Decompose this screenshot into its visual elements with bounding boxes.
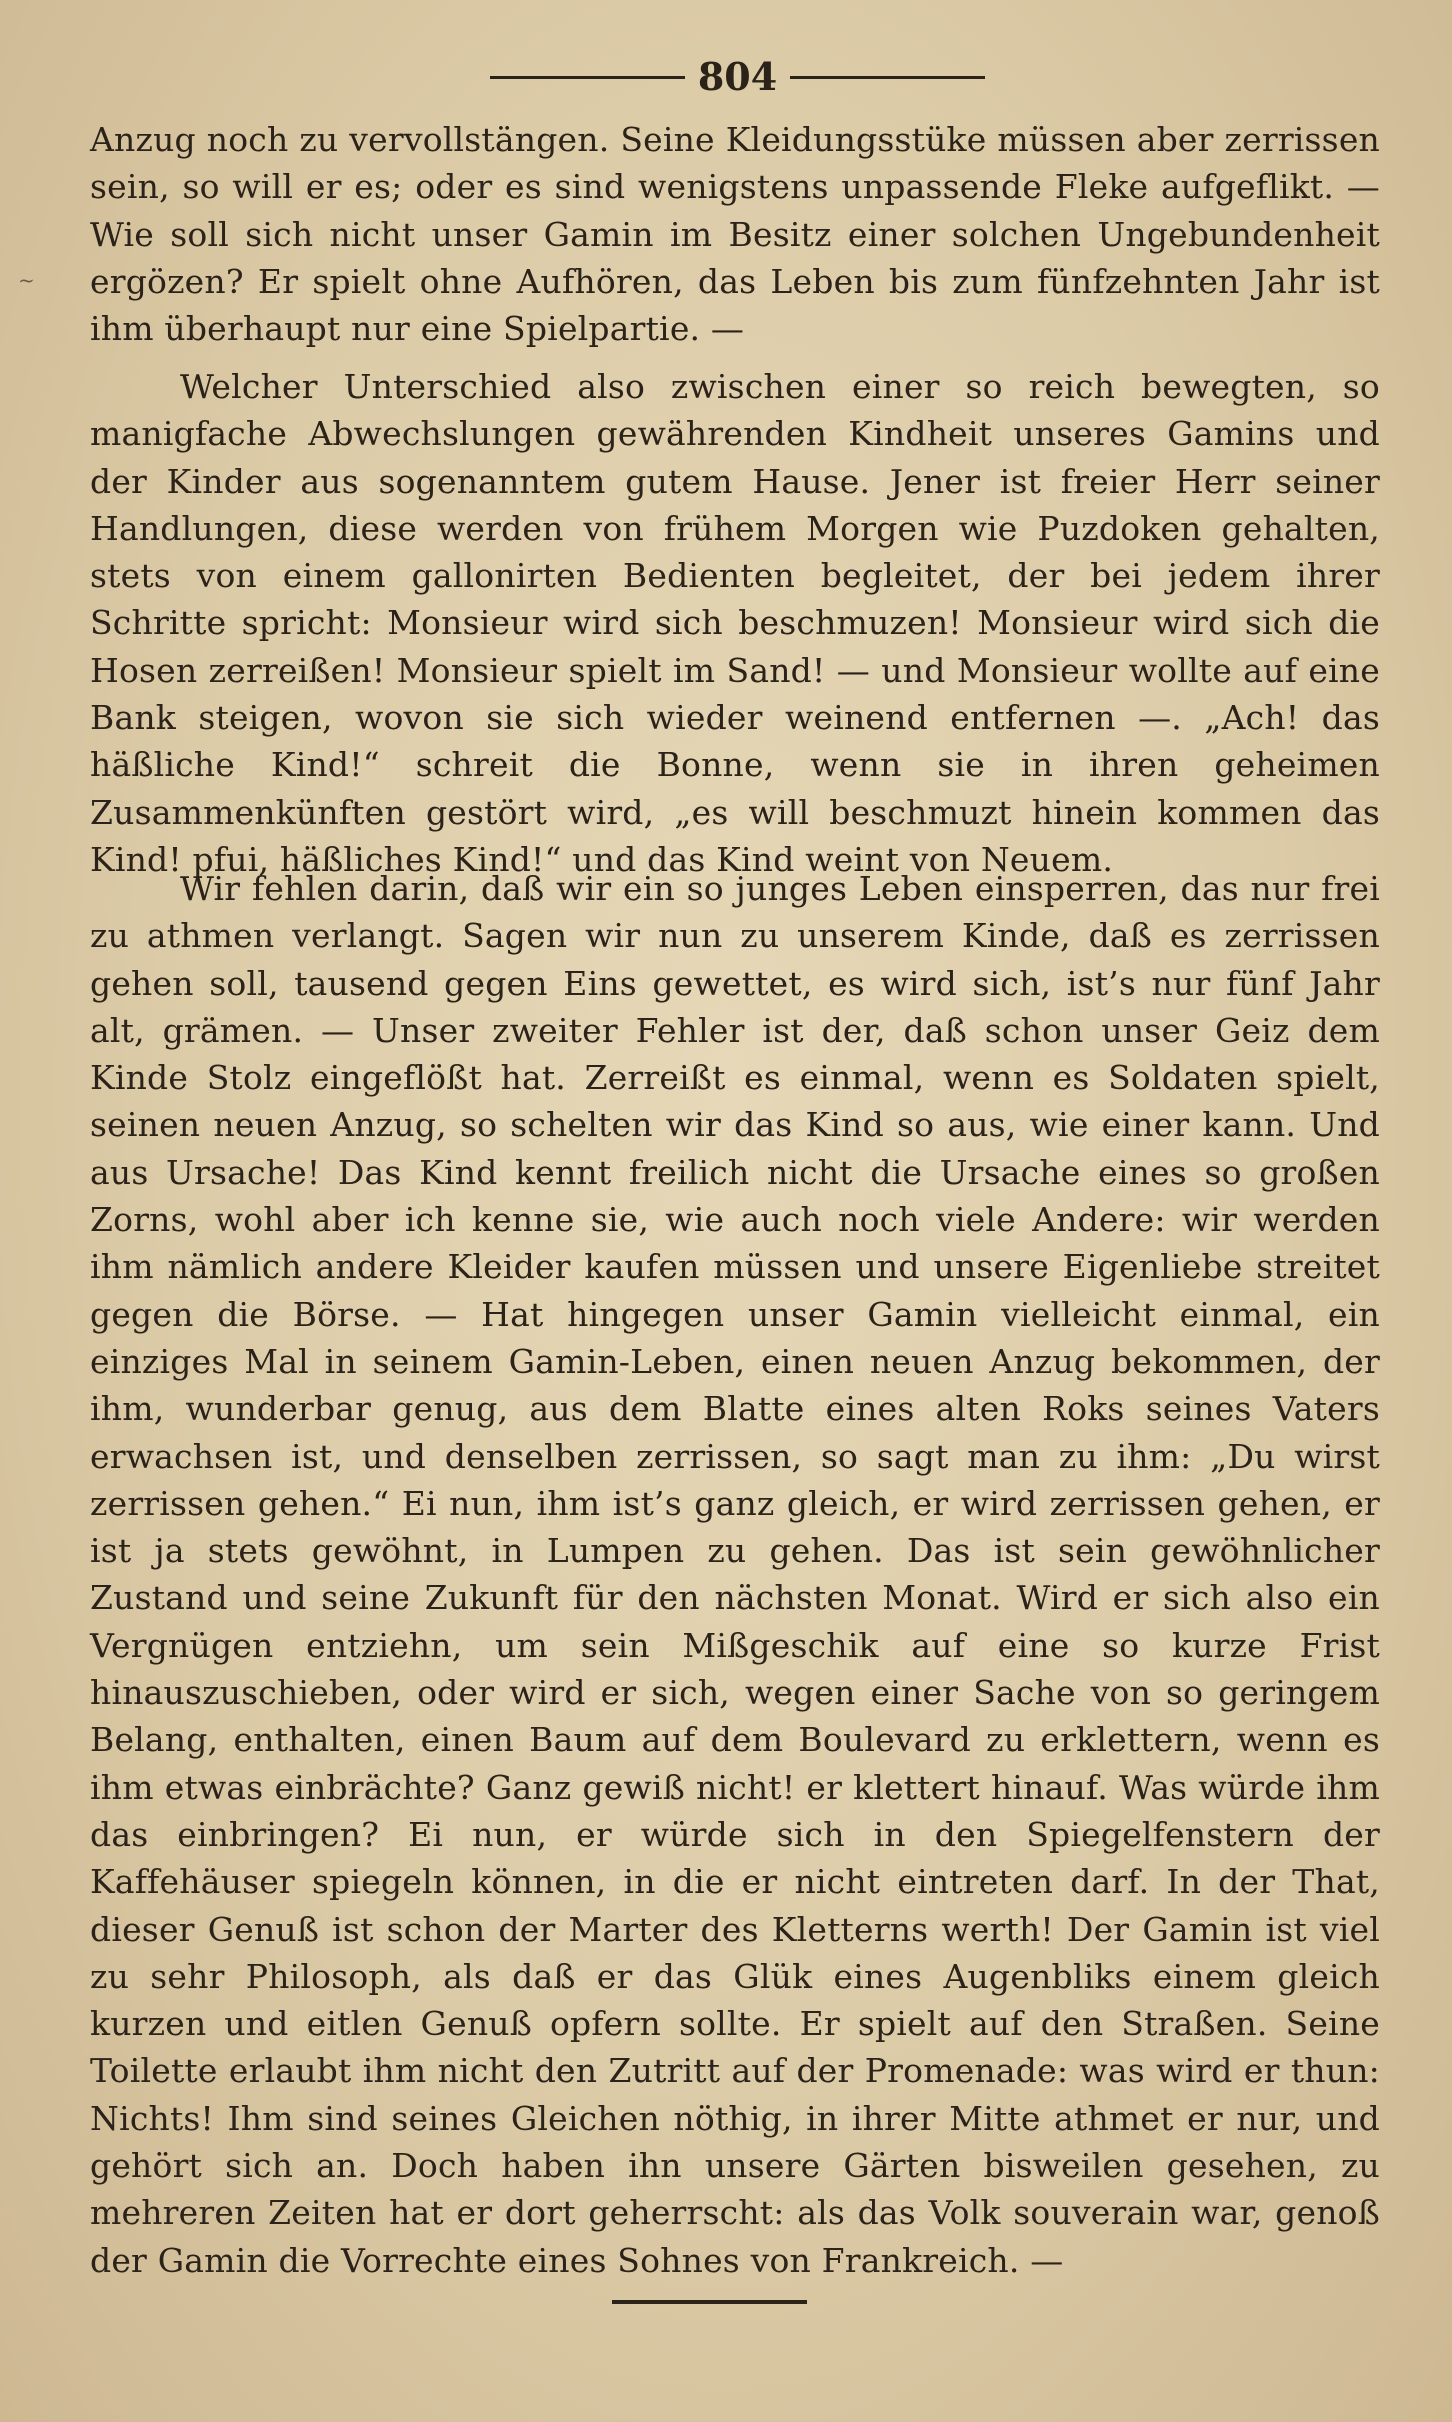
paragraph-continuation bbox=[90, 116, 1380, 352]
header-rule-left bbox=[490, 76, 685, 79]
paragraph-3-text: Wir fehlen darin, daß wir ein so junges Leben einsperren, das nur frei zu athmen verlangt. Sagen wir nun zu unserem Kinde, daß es zerrissen gehen soll, tausend gegen Eins gewettet, es wird sich, ist’s nur fünf Jahr alt, grämen. — Unser zweiter Fehler ist der, daß schon unser Geiz dem Kinde Stolz eingeflößt hat. Zerreißt es einmal, wenn es Soldaten spielt, seinen neuen Anzug, so schelten wir das Kind so aus, wie einer kann. Und aus Ursache! Das Kind kennt freilich nicht die Ursache eines so großen Zorns, wohl aber ich kenne sie, wie auch noch viele Andere: wir werden ihm nämlich andere Kleider kaufen müssen und unsere Eigenliebe streitet gegen die Börse. — Hat hingegen unser Gamin vielleicht einmal, ein einziges Mal in seinem Gamin-Leben, einen neuen Anzug bekommen, der ihm, wunderbar genug, aus dem Blatte eines alten Roks seines Vaters erwachsen ist, und denselben zerrissen, so sagt man zu ihm: „Du wirst zerrissen gehen.“ Ei nun, ihm ist’s ganz gleich, er wird zerrissen gehen, er ist ja stets gewöhnt, in Lumpen zu gehen. Das ist sein gewöhnlicher Zustand und seine Zukunft für den nächsten Monat. Wird er sich also ein Vergnügen entziehn, um sein Mißgeschik auf eine so kurze Frist hinauszuschieben, oder wird er sich, wegen einer Sache von so geringem Belang, enthalten, einen Baum auf dem Boulevard zu erklettern, wenn es ihm etwas einbrächte? Ganz gewiß nicht! er klettert hinauf. Was würde ihm das einbringen? Ei nun, er würde sich in den Spiegelfenstern der Kaffehäuser spiegeln können, in die er nicht eintreten darf. In der That, dieser Genuß ist schon der Marter des Kletterns werth! Der Gamin ist viel zu sehr Philosoph, als daß er das Glük eines Augenbliks einem gleich kurzen und eitlen Genuß opfern sollte. Er spielt auf den Straßen. Seine Toilette erlaubt ihm nicht den Zutritt auf der Promenade: was wird er thun: Nichts! Ihm sind seines Gleichen nöthig, in ihrer Mitte athmet er nur, und gehört sich an. Doch haben ihn unsere Gärten bisweilen gesehen, zu mehreren Zeiten hat er dort geherrscht: als das Volk souverain war, genoß der Gamin die Vorrechte eines Sohnes von Frankreich. — bbox=[90, 869, 1380, 2280]
header-rule-right bbox=[790, 76, 985, 79]
paragraph-1-text: Anzug noch zu vervollstängen. Seine Kleidungsstüke müssen aber zerrissen sein, so will er es; oder es sind wenigstens unpassende Fleke aufgeflikt. — Wie soll sich nicht unser Gamin im Besitz einer solchen Ungebundenheit ergözen? Er spielt ohne Aufhören, das Leben bis zum fünfzehnten Jahr ist ihm überhaupt nur eine Spielpartie. — bbox=[90, 120, 1380, 349]
paragraph-difference bbox=[90, 363, 1380, 883]
footer-rule bbox=[612, 2300, 807, 2304]
paragraph-2-text: Welcher Unterschied also zwischen einer so reich bewegten, so manigfache Abwechslungen gewährenden Kindheit unseres Gamins und der Kinder aus sogenanntem gutem Hause. Jener ist freier Herr seiner Handlungen, diese werden von frühem Morgen wie Puzdoken gehalten, stets von einem gallonirten Bedienten begleitet, der bei jedem ihrer Schritte spricht: Monsieur wird sich beschmuzen! Monsieur wird sich die Hosen zerreißen! Monsieur spielt im Sand! — und Monsieur wollte auf eine Bank steigen, wovon sie sich wieder weinend entfernen —. „Ach! das häßliche Kind!“ schreit die Bonne, wenn sie in ihren geheimen Zusammenkünften gestört wird, „es will beschmuzt hinein kommen das Kind! pfui, häßliches Kind!“ und das Kind weint von Neuem. bbox=[90, 367, 1380, 879]
margin-mark: ~ bbox=[18, 268, 35, 292]
page-number: 804 bbox=[697, 54, 778, 99]
page-header bbox=[0, 52, 1452, 102]
paragraph-mistakes bbox=[90, 865, 1380, 2284]
